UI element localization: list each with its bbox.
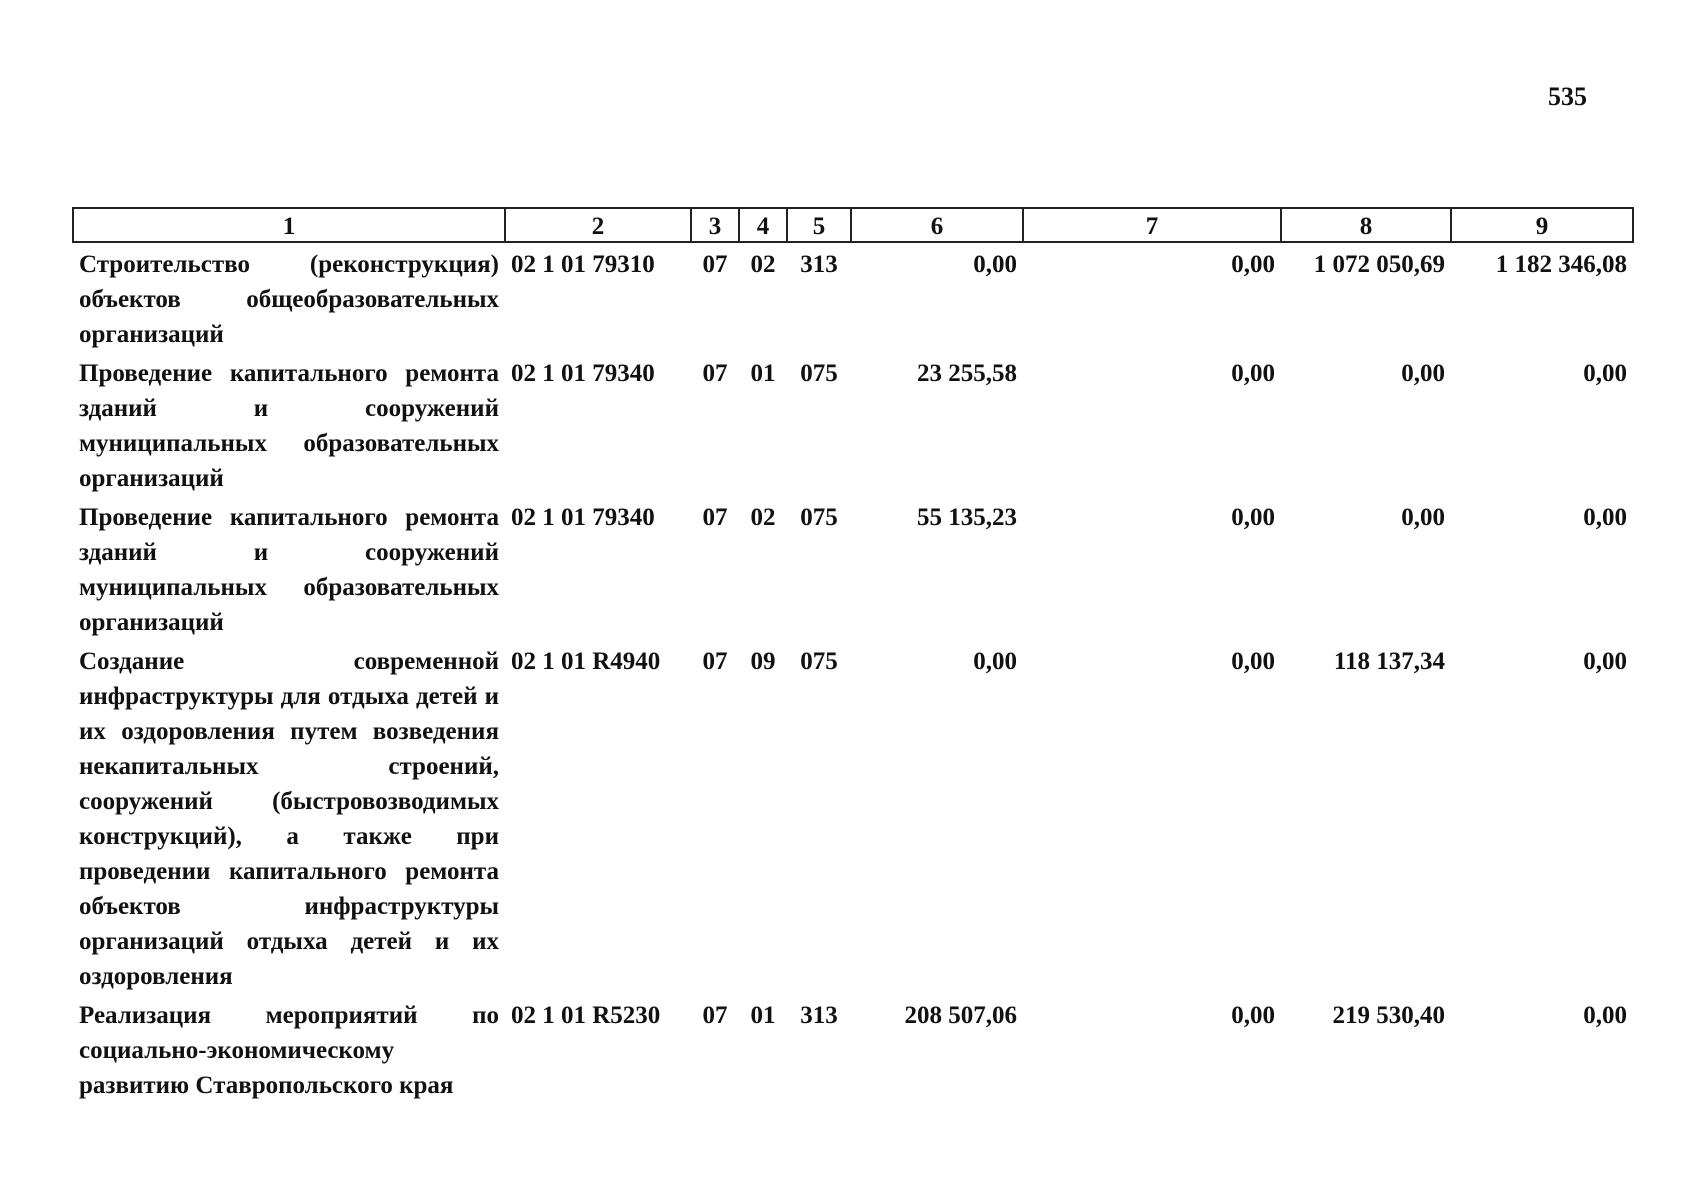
row-col8: 0,00 <box>1401 360 1445 387</box>
row-col5: 313 <box>800 1002 838 1029</box>
row-col4: 02 <box>750 504 776 531</box>
row-col4: 01 <box>750 1002 776 1029</box>
table-row <box>73 640 1633 994</box>
row-name: Создание современной инфраструктуры для отдыха детей и их оздоровления путем возведения некапитальных строений, сооружений (быстровозводимых конструкций), а также при проведении капитального ремонта объектов инфраструктуры организаций отдыха детей и их оздоровления <box>79 648 499 990</box>
row-col3: 07 <box>702 504 728 531</box>
row-col3: 07 <box>702 1002 728 1029</box>
row-col3: 07 <box>702 251 728 278</box>
table-row <box>73 496 1633 640</box>
col-header-3: 3 <box>691 208 739 242</box>
row-col4: 02 <box>750 251 776 278</box>
row-col4: 09 <box>750 648 776 675</box>
page-number: 535 <box>1548 82 1587 111</box>
row-name: Строительство (реконструкция) объектов общеобразовательных организаций <box>79 251 499 348</box>
row-col7: 0,00 <box>1231 648 1275 675</box>
row-code: 02 1 01 79310 <box>511 251 655 278</box>
row-code: 02 1 01 R5230 <box>511 1002 661 1029</box>
row-col6: 0,00 <box>973 251 1017 278</box>
col-header-5: 5 <box>787 208 851 242</box>
row-col5: 075 <box>800 504 838 531</box>
col-header-1: 1 <box>73 208 505 242</box>
row-col7: 0,00 <box>1231 251 1275 278</box>
row-col8: 219 530,40 <box>1332 1002 1445 1029</box>
row-col7: 0,00 <box>1231 504 1275 531</box>
row-col8: 118 137,34 <box>1333 648 1445 675</box>
row-col9: 0,00 <box>1583 1002 1627 1029</box>
row-col9: 0,00 <box>1583 360 1627 387</box>
row-name: Реализация мероприятий по социально-экономическому развитию Ставропольского края <box>79 1002 499 1099</box>
row-col3: 07 <box>702 648 728 675</box>
row-col6: 208 507,06 <box>904 1002 1017 1029</box>
table-row <box>73 994 1633 1103</box>
table-row <box>73 352 1633 496</box>
col-header-7: 7 <box>1023 208 1281 242</box>
row-col7: 0,00 <box>1231 1002 1275 1029</box>
row-code: 02 1 01 R4940 <box>511 648 661 675</box>
col-header-8: 8 <box>1281 208 1451 242</box>
row-col9: 0,00 <box>1583 648 1627 675</box>
row-col6: 23 255,58 <box>917 360 1017 387</box>
row-code: 02 1 01 79340 <box>511 504 655 531</box>
row-col6: 0,00 <box>973 648 1017 675</box>
col-header-4: 4 <box>739 208 787 242</box>
row-col9: 0,00 <box>1583 504 1627 531</box>
row-name: Проведение капитального ремонта зданий и сооружений муниципальных образовательных организаций <box>79 360 499 492</box>
row-col6: 55 135,23 <box>917 504 1017 531</box>
col-header-6: 6 <box>851 208 1023 242</box>
row-col3: 07 <box>702 360 728 387</box>
row-col9: 1 182 346,08 <box>1495 251 1627 278</box>
header-row <box>73 208 1633 242</box>
row-col5: 313 <box>800 251 838 278</box>
budget-table <box>72 207 1634 1103</box>
row-name: Проведение капитального ремонта зданий и сооружений муниципальных образовательных организаций <box>79 504 499 636</box>
row-col8: 1 072 050,69 <box>1313 251 1445 278</box>
row-col4: 01 <box>750 360 776 387</box>
row-col8: 0,00 <box>1401 504 1445 531</box>
row-col5: 075 <box>800 360 838 387</box>
row-col7: 0,00 <box>1231 360 1275 387</box>
row-col5: 075 <box>800 648 838 675</box>
row-code: 02 1 01 79340 <box>511 360 655 387</box>
table-row <box>73 242 1633 352</box>
col-header-2: 2 <box>505 208 691 242</box>
col-header-9: 9 <box>1451 208 1633 242</box>
